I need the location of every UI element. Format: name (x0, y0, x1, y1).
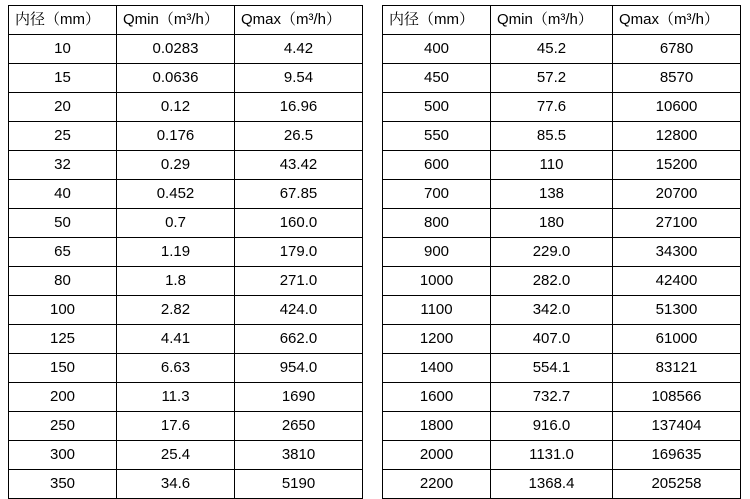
cell-inner-diameter: 1600 (383, 383, 491, 412)
cell-qmin: 916.0 (491, 412, 613, 441)
cell-qmin: 0.7 (117, 209, 235, 238)
cell-inner-diameter: 50 (9, 209, 117, 238)
table-row (9, 267, 363, 296)
cell-qmax: 5190 (235, 470, 363, 499)
table-header-row (383, 6, 741, 35)
table-row (383, 122, 741, 151)
table-row (9, 180, 363, 209)
cell-qmin: 1.8 (117, 267, 235, 296)
cell-qmin: 282.0 (491, 267, 613, 296)
cell-qmin: 45.2 (491, 35, 613, 64)
cell-qmax: 3810 (235, 441, 363, 470)
cell-qmin: 2.82 (117, 296, 235, 325)
cell-qmax: 67.85 (235, 180, 363, 209)
table-row (383, 296, 741, 325)
large-diameter-table (382, 5, 741, 499)
column-header-inner-diameter: 内径（mm） (383, 6, 491, 35)
table-header-row (9, 6, 363, 35)
cell-qmax: 83121 (613, 354, 741, 383)
cell-inner-diameter: 200 (9, 383, 117, 412)
cell-qmax: 169635 (613, 441, 741, 470)
cell-inner-diameter: 300 (9, 441, 117, 470)
table-row (383, 354, 741, 383)
cell-inner-diameter: 500 (383, 93, 491, 122)
cell-inner-diameter: 125 (9, 325, 117, 354)
table-row (9, 238, 363, 267)
table-row (9, 296, 363, 325)
cell-qmin: 229.0 (491, 238, 613, 267)
cell-qmin: 732.7 (491, 383, 613, 412)
cell-qmin: 11.3 (117, 383, 235, 412)
cell-inner-diameter: 20 (9, 93, 117, 122)
cell-qmax: 10600 (613, 93, 741, 122)
table-row (9, 412, 363, 441)
cell-qmax: 20700 (613, 180, 741, 209)
column-header-qmax: Qmax（m³/h） (235, 6, 363, 35)
cell-qmin: 0.29 (117, 151, 235, 180)
table-row (9, 325, 363, 354)
cell-qmin: 0.12 (117, 93, 235, 122)
column-header-inner-diameter: 内径（mm） (9, 6, 117, 35)
cell-qmax: 205258 (613, 470, 741, 499)
cell-inner-diameter: 350 (9, 470, 117, 499)
table-row (383, 441, 741, 470)
cell-inner-diameter: 1200 (383, 325, 491, 354)
cell-qmin: 34.6 (117, 470, 235, 499)
cell-qmin: 407.0 (491, 325, 613, 354)
cell-qmax: 108566 (613, 383, 741, 412)
table-row (383, 412, 741, 441)
cell-inner-diameter: 10 (9, 35, 117, 64)
table-row (383, 470, 741, 499)
cell-qmax: 27100 (613, 209, 741, 238)
cell-inner-diameter: 1000 (383, 267, 491, 296)
cell-qmax: 271.0 (235, 267, 363, 296)
cell-inner-diameter: 1400 (383, 354, 491, 383)
table-row (9, 209, 363, 238)
cell-inner-diameter: 550 (383, 122, 491, 151)
table-row (9, 64, 363, 93)
column-header-qmin: Qmin（m³/h） (117, 6, 235, 35)
cell-inner-diameter: 150 (9, 354, 117, 383)
table-row (383, 35, 741, 64)
cell-qmax: 662.0 (235, 325, 363, 354)
cell-qmin: 1368.4 (491, 470, 613, 499)
column-header-qmin: Qmin（m³/h） (491, 6, 613, 35)
cell-inner-diameter: 2200 (383, 470, 491, 499)
table-row (383, 93, 741, 122)
cell-inner-diameter: 15 (9, 64, 117, 93)
cell-qmin: 57.2 (491, 64, 613, 93)
cell-qmin: 25.4 (117, 441, 235, 470)
table-row (383, 238, 741, 267)
table-row (9, 441, 363, 470)
cell-qmax: 424.0 (235, 296, 363, 325)
cell-inner-diameter: 1100 (383, 296, 491, 325)
small-diameter-table (8, 5, 363, 499)
cell-qmin: 0.0636 (117, 64, 235, 93)
cell-qmax: 26.5 (235, 122, 363, 151)
table-row (383, 325, 741, 354)
table-row (9, 354, 363, 383)
table-row (9, 470, 363, 499)
table-row (383, 64, 741, 93)
table-row (383, 151, 741, 180)
table-row (9, 35, 363, 64)
cell-qmin: 17.6 (117, 412, 235, 441)
cell-qmin: 554.1 (491, 354, 613, 383)
cell-qmin: 110 (491, 151, 613, 180)
cell-qmin: 0.176 (117, 122, 235, 151)
cell-qmax: 6780 (613, 35, 741, 64)
cell-inner-diameter: 250 (9, 412, 117, 441)
table-row (383, 180, 741, 209)
cell-qmin: 77.6 (491, 93, 613, 122)
cell-qmax: 160.0 (235, 209, 363, 238)
table-row (383, 267, 741, 296)
cell-inner-diameter: 900 (383, 238, 491, 267)
cell-inner-diameter: 80 (9, 267, 117, 296)
cell-qmax: 9.54 (235, 64, 363, 93)
cell-qmax: 1690 (235, 383, 363, 412)
cell-inner-diameter: 600 (383, 151, 491, 180)
cell-qmax: 2650 (235, 412, 363, 441)
cell-qmin: 138 (491, 180, 613, 209)
cell-qmax: 4.42 (235, 35, 363, 64)
table-row (9, 383, 363, 412)
cell-qmax: 179.0 (235, 238, 363, 267)
cell-qmax: 16.96 (235, 93, 363, 122)
cell-qmax: 15200 (613, 151, 741, 180)
cell-qmin: 6.63 (117, 354, 235, 383)
cell-inner-diameter: 25 (9, 122, 117, 151)
cell-qmax: 34300 (613, 238, 741, 267)
cell-qmax: 954.0 (235, 354, 363, 383)
cell-qmin: 1.19 (117, 238, 235, 267)
cell-qmin: 0.0283 (117, 35, 235, 64)
cell-inner-diameter: 100 (9, 296, 117, 325)
cell-qmax: 51300 (613, 296, 741, 325)
cell-qmax: 8570 (613, 64, 741, 93)
cell-qmin: 180 (491, 209, 613, 238)
table-row (383, 209, 741, 238)
cell-inner-diameter: 450 (383, 64, 491, 93)
cell-inner-diameter: 32 (9, 151, 117, 180)
cell-qmin: 1131.0 (491, 441, 613, 470)
cell-qmax: 43.42 (235, 151, 363, 180)
cell-qmax: 12800 (613, 122, 741, 151)
table-row (9, 93, 363, 122)
table-row (9, 122, 363, 151)
cell-qmin: 4.41 (117, 325, 235, 354)
cell-inner-diameter: 700 (383, 180, 491, 209)
table-row (9, 151, 363, 180)
cell-inner-diameter: 65 (9, 238, 117, 267)
cell-inner-diameter: 2000 (383, 441, 491, 470)
cell-inner-diameter: 800 (383, 209, 491, 238)
cell-qmin: 342.0 (491, 296, 613, 325)
cell-qmin: 0.452 (117, 180, 235, 209)
cell-qmin: 85.5 (491, 122, 613, 151)
cell-inner-diameter: 1800 (383, 412, 491, 441)
column-header-qmax: Qmax（m³/h） (613, 6, 741, 35)
cell-inner-diameter: 400 (383, 35, 491, 64)
cell-inner-diameter: 40 (9, 180, 117, 209)
cell-qmax: 42400 (613, 267, 741, 296)
table-row (383, 383, 741, 412)
cell-qmax: 61000 (613, 325, 741, 354)
cell-qmax: 137404 (613, 412, 741, 441)
